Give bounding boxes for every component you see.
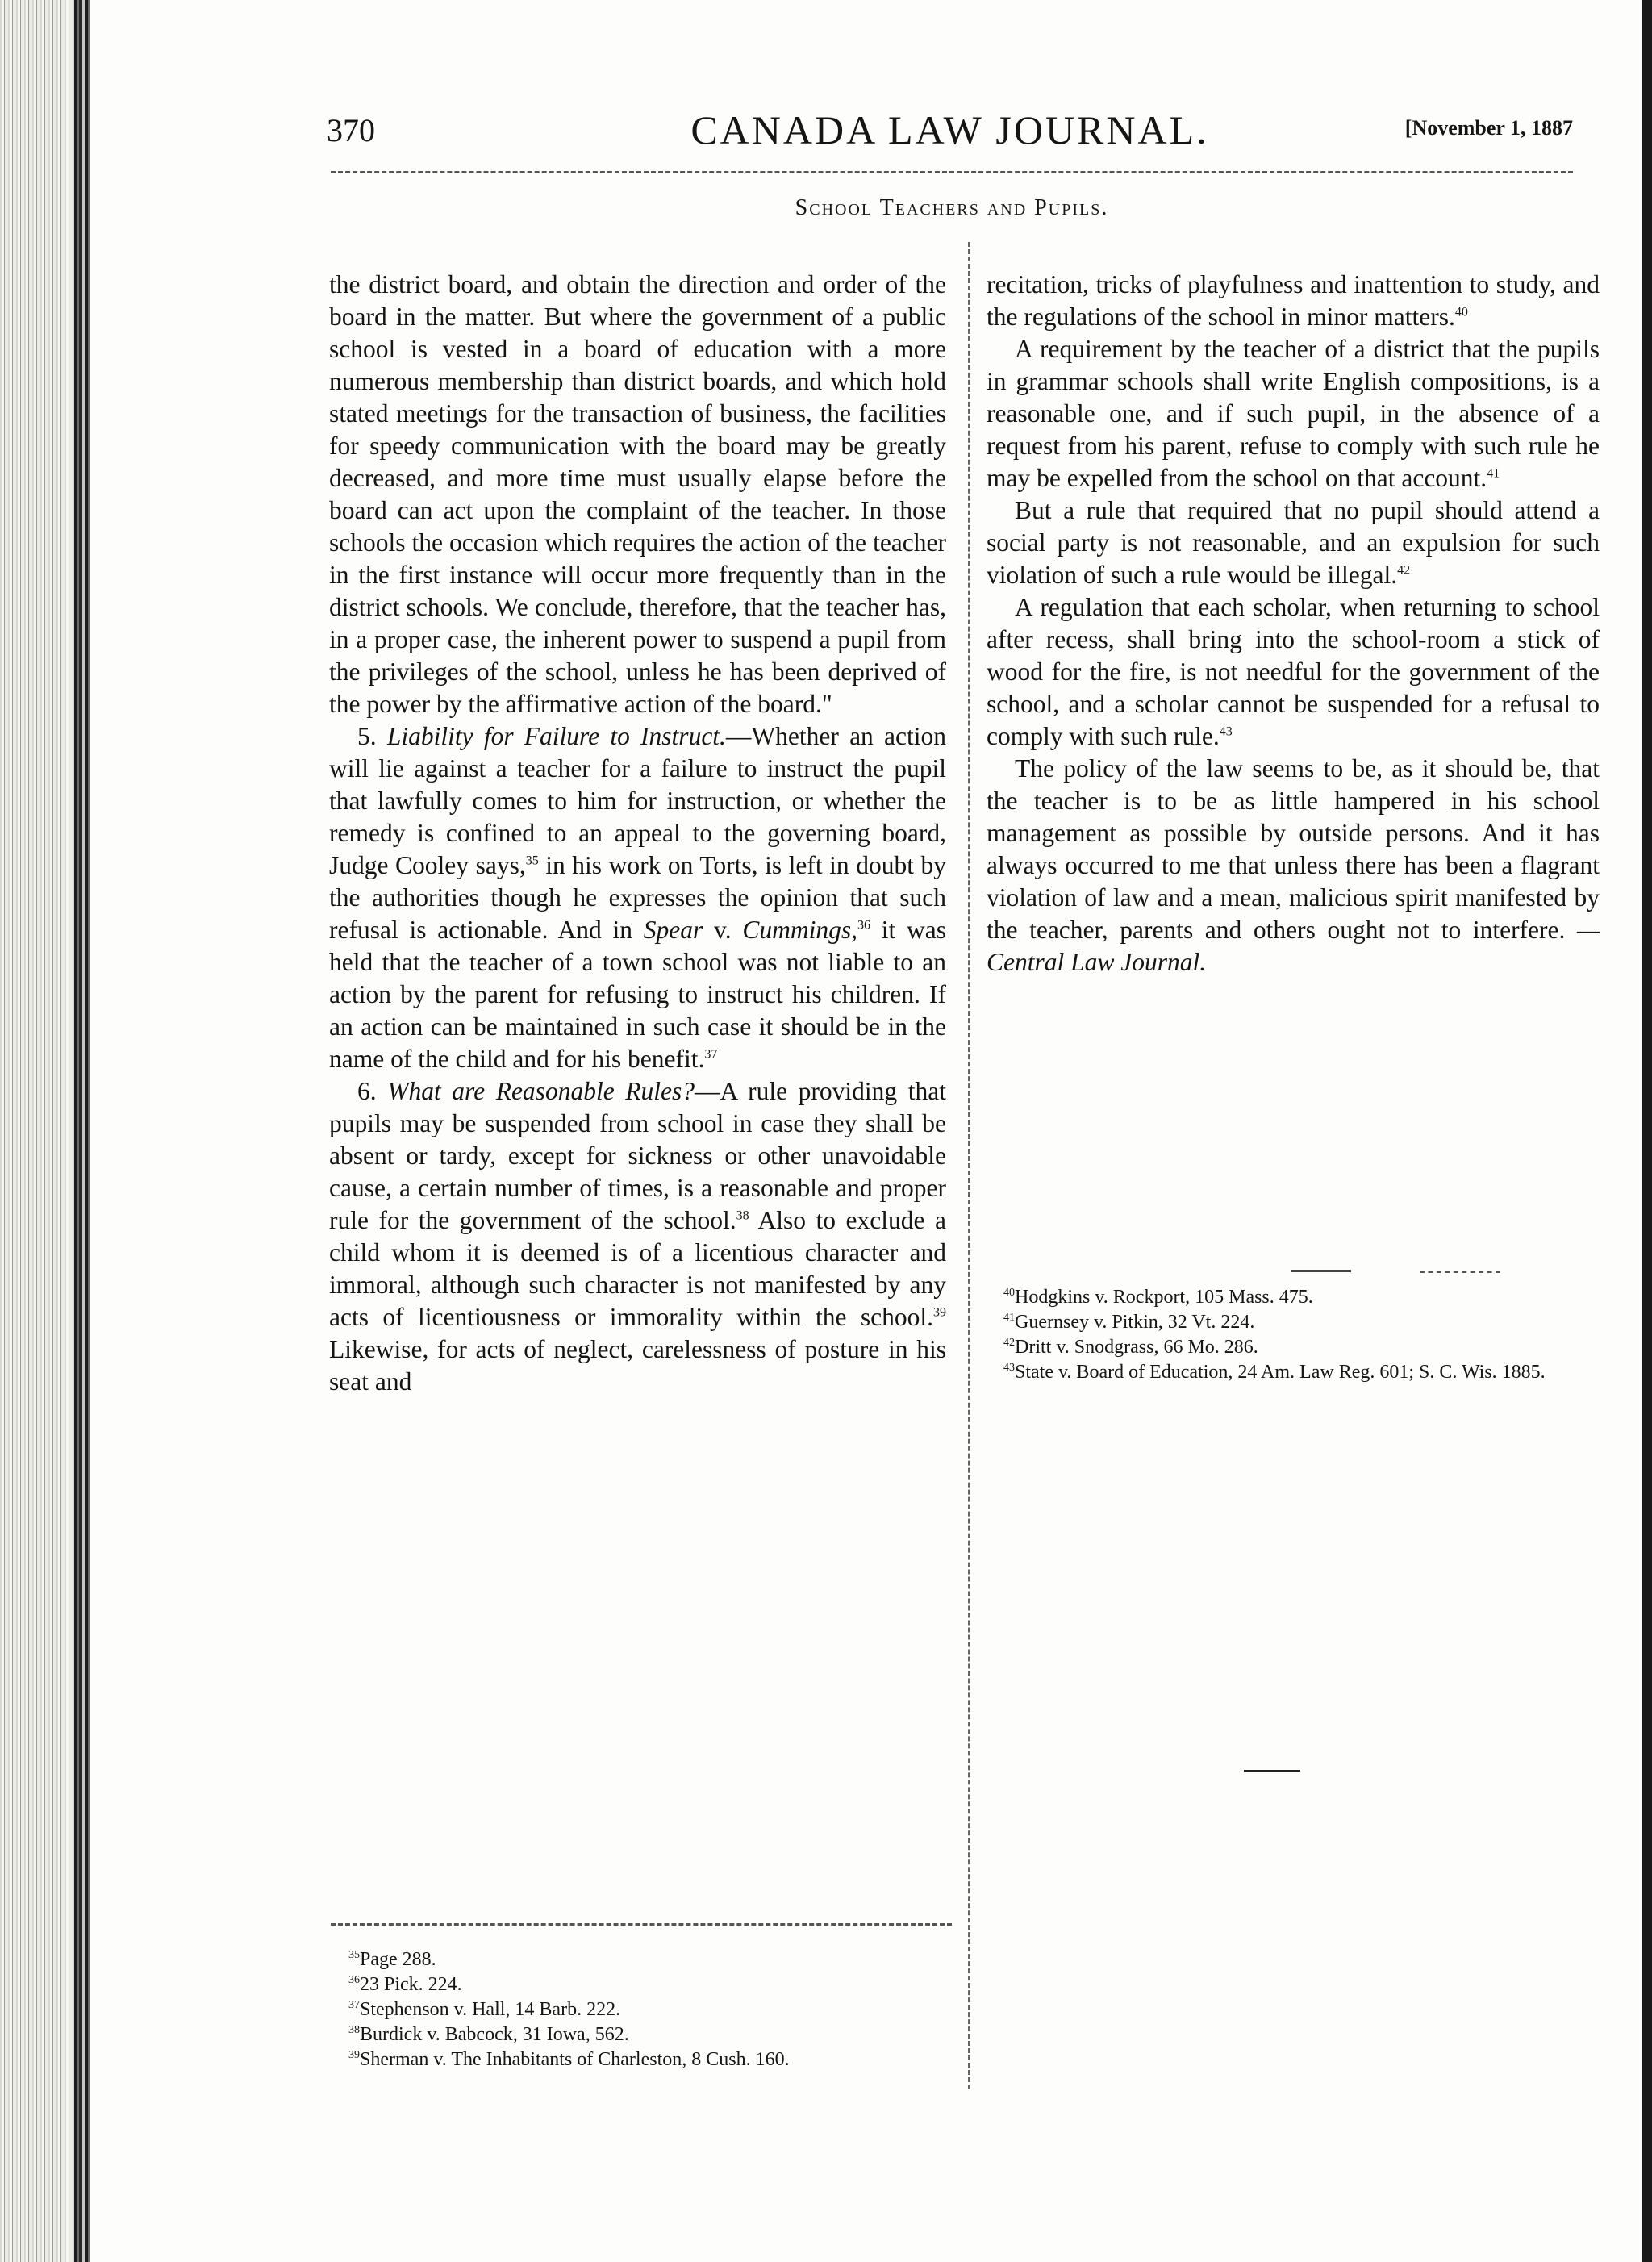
article-end-rule [1244, 1770, 1300, 1772]
footnote-ref-41[interactable]: 41 [1487, 466, 1500, 481]
journal-title: CANADA LAW JOURNAL. [690, 107, 1209, 152]
footnote-text: Stephenson v. Hall, 14 Barb. 222. [360, 1999, 621, 2020]
right-para-5-text: The policy of the law seems to be, as it should be, that the teacher is to be as little hampered in his school management as possible by outside persons. And it has always occurred to me that unless there has been a flagrant violation of law and a mean, malicious spirit manifested by the teacher, parents and others ought not to interfere. [987, 754, 1600, 944]
left-para-1: the district board, and obtain the direction and order of the board in the matter. But where the government of a public school is vested in a board of education with a more numerous membership than district boards, and which hold stated meetings for the transaction of business, the facilities for speedy communication with the board may be greatly decreased, and more time must usually elapse before the board can act upon the complaint of the teacher. In those schools the occasion which requires the action of the teacher in the first instance will occur more frequently than in the district schools. We conclude, therefore, that the teacher has, in a proper case, the inherent power to suspend a pupil from the privileges of the school, unless he has been deprived of the power by the affirmative action of the board." [329, 270, 946, 718]
right-para-4 [987, 591, 1600, 753]
footnote-ref-35[interactable]: 35 [525, 853, 539, 868]
right-para-2 [987, 333, 1600, 495]
section-title: School Teachers and Pupils. [795, 195, 1109, 220]
section-5-text-c: it was held that the teacher of a town school was not liable to an action by the parent for refusing to instruct his children. If an action can be maintained in such case it should be in the name of the child and for his benefit. [329, 916, 946, 1073]
section-5-heading: Liability for Failure to Instruct. [386, 722, 726, 750]
section-6-heading: What are Reasonable Rules? [387, 1077, 695, 1105]
footnote-ref-40[interactable]: 40 [1454, 305, 1468, 319]
footnotes-right [986, 1285, 1599, 1385]
footnote-text: Hodgkins v. Rockport, 105 Mass. 475. [1015, 1287, 1313, 1308]
footnote-text: 23 Pick. 224. [360, 1974, 462, 1995]
footnote-ref-39[interactable]: 39 [933, 1305, 946, 1320]
header-rule [331, 171, 1573, 173]
footnote-text: Sherman v. The Inhabitants of Charleston, 8 Cush. 160. [360, 2049, 790, 2070]
footnote-38 [331, 2022, 948, 2047]
footnote-text: Dritt v. Snodgrass, 66 Mo. 286. [1015, 1337, 1258, 1358]
section-6-text-c: Likewise, for acts of neglect, carelessness of posture in his seat and [329, 1335, 946, 1396]
footnote-mark: 43 [1003, 1362, 1015, 1374]
section-5-paragraph [329, 720, 946, 1075]
section-6-text-a: —A rule providing that pupils may be suspended from school in case they shall be absent or tardy, except for sickness or other unavoidable cause, a certain number of times, is a reasonable and proper rule for the government of the school. [329, 1077, 947, 1234]
right-para-1-text: recitation, tricks of playfulness and inattention to study, and the regulations of the school in minor matters. [987, 270, 1600, 331]
right-para-5 [987, 753, 1600, 979]
footnote-text: State v. Board of Education, 24 Am. Law Reg. 601; S. C. Wis. 1885. [1015, 1362, 1546, 1383]
source-citation: —Central Law Journal. [987, 916, 1600, 976]
right-para-1 [987, 269, 1600, 333]
column-separator [968, 242, 970, 2089]
footnote-ref-38[interactable]: 38 [736, 1208, 749, 1223]
right-para-2-text: A requirement by the teacher of a district that the pupils in grammar schools shall write English compositions, is a reasonable one, and if such pupil, in the absence of a request from his parent, refuse to comply with such rule he may be expelled from the school on that account. [987, 335, 1600, 492]
section-6-paragraph [329, 1075, 946, 1398]
page-right-edge [1642, 0, 1652, 2262]
footnote-mark: 42 [1003, 1337, 1015, 1349]
case-name-spear: Spear [643, 916, 703, 944]
footnote-37 [331, 1997, 948, 2022]
footnote-ref-42[interactable]: 42 [1397, 563, 1411, 578]
section-5-number: 5. [357, 722, 377, 750]
footnote-36 [331, 1972, 948, 1997]
section-6-number: 6. [357, 1077, 377, 1105]
binding-edge [74, 0, 90, 2262]
footnote-rule-right [1291, 1270, 1351, 1272]
footnote-rule-right-dashed [1420, 1271, 1500, 1273]
footnote-ref-37[interactable]: 37 [704, 1047, 718, 1062]
footnote-mark: 37 [348, 1999, 360, 2011]
footnote-mark: 39 [348, 2049, 360, 2061]
section-5-text-a: —Whether an action will lie against a teacher for a failure to instruct the pupil that lawfully comes to him for instruction, or whether the remedy is confined to an appeal to the governing board, Judge Cooley says, [329, 722, 946, 879]
footnote-mark: 40 [1003, 1287, 1015, 1299]
footnote-mark: 35 [348, 1949, 360, 1961]
footnote-40 [986, 1285, 1599, 1310]
footnote-35 [331, 1947, 948, 1972]
page-number: 370 [327, 112, 375, 148]
footnote-text: Burdick v. Babcock, 31 Iowa, 562. [360, 2024, 629, 2045]
section-5-text-b: in his work on Torts, is left in doubt by the authorities though he expresses the opinion that such refusal is actionable. And in [329, 851, 946, 944]
footnote-text: Guernsey v. Pitkin, 32 Vt. 224. [1015, 1312, 1255, 1333]
left-column [329, 269, 946, 1398]
running-head [327, 106, 1573, 163]
footnote-43 [986, 1360, 1599, 1385]
right-para-3-text: But a rule that required that no pupil should attend a social party is not reasonable, and an expulsion for such violation of such a rule would be illegal. [987, 496, 1600, 589]
case-name-cummings: Cummings, [742, 916, 857, 944]
footnote-ref-36[interactable]: 36 [857, 918, 870, 933]
footnotes-left [331, 1947, 948, 2072]
right-para-3 [987, 495, 1600, 591]
footnote-rule-left [331, 1923, 952, 1926]
footnote-ref-43[interactable]: 43 [1219, 724, 1233, 739]
footnote-41 [986, 1310, 1599, 1335]
footnote-mark: 36 [348, 1974, 360, 1986]
issue-date: [November 1, 1887 [1404, 116, 1573, 140]
right-column [987, 269, 1600, 979]
footnote-text: Page 288. [360, 1949, 436, 1970]
footnote-mark: 41 [1003, 1312, 1015, 1324]
right-para-4-text: A regulation that each scholar, when returning to school after recess, shall bring into the school-room a stick of wood for the fire, is not needful for the government of the school, and a scholar cannot be suspended for a refusal to comply with such rule. [987, 593, 1600, 750]
footnote-mark: 38 [348, 2024, 360, 2036]
footnote-39 [331, 2047, 948, 2072]
footnote-42 [986, 1335, 1599, 1360]
case-versus: v. [703, 916, 743, 944]
section-6-text-b: Also to exclude a child whom it is deemed is of a licentious character and immoral, although such character is not manifested by any acts of licentiousness or immorality within the school. [329, 1206, 946, 1331]
